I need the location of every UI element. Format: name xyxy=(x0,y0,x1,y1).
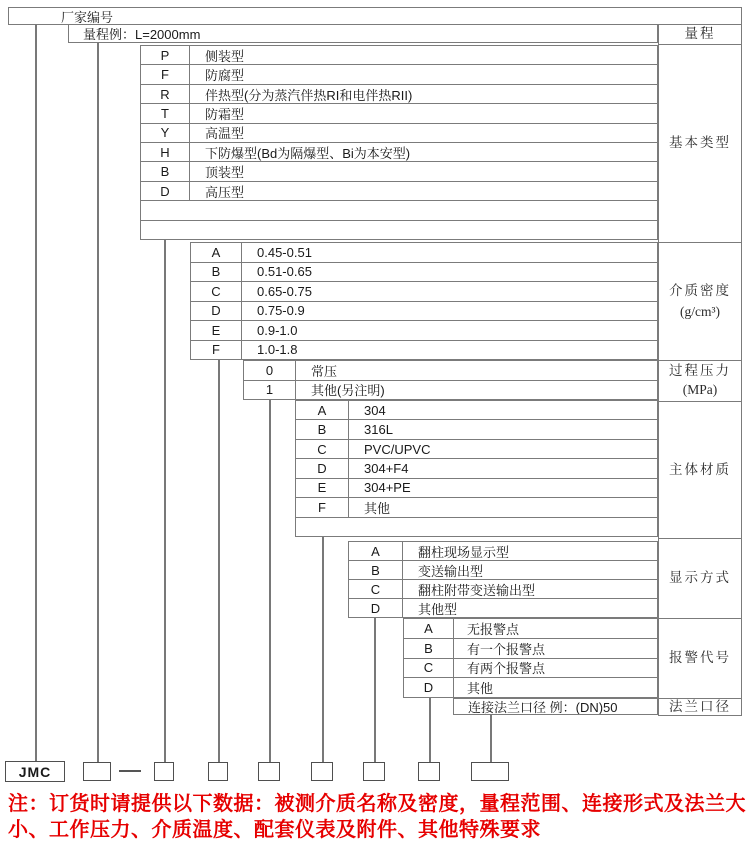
table-row xyxy=(454,699,657,714)
code-cell: C xyxy=(404,659,454,678)
table-row xyxy=(296,497,657,516)
density-table xyxy=(190,242,658,360)
table-row xyxy=(141,161,657,180)
table-row xyxy=(191,262,657,282)
basic-type-table xyxy=(140,45,658,240)
code-cell: R xyxy=(141,85,190,103)
category-flange: 法兰口径 xyxy=(659,698,741,715)
table-row xyxy=(141,84,657,103)
code-cell: B xyxy=(404,639,454,658)
desc-cell: 翻柱附带变送输出型 xyxy=(418,582,536,598)
desc-cell: 其他(另注明) xyxy=(311,383,385,399)
connector-line-basic-type xyxy=(164,240,166,762)
alarm-table xyxy=(403,618,658,698)
table-row xyxy=(244,361,657,380)
code-cell: E xyxy=(296,479,349,497)
table-row xyxy=(296,458,657,477)
pressure-table xyxy=(243,360,658,400)
code-cell: A xyxy=(191,243,242,262)
table-row xyxy=(141,46,657,64)
model-code-box-flange xyxy=(471,762,509,781)
table-row xyxy=(296,419,657,438)
code-cell: A xyxy=(296,401,349,419)
flange-row xyxy=(453,698,658,715)
desc-cell: 高温型 xyxy=(205,126,245,142)
category-density: 介质密度 (g/cm³) xyxy=(659,242,741,360)
connector-line-manufacturer xyxy=(35,24,37,762)
code-cell: T xyxy=(141,104,190,122)
desc-cell: 0.65-0.75 xyxy=(257,283,312,299)
code-cell: B xyxy=(349,561,403,579)
table-row xyxy=(191,301,657,321)
code-cell: P xyxy=(141,46,190,64)
desc-cell: 变送输出型 xyxy=(418,563,484,579)
code-cell: D xyxy=(296,459,349,477)
model-code-box-pressure xyxy=(258,762,280,781)
category-pressure: 过程压力 (MPa) xyxy=(659,360,741,401)
empty-row xyxy=(141,220,657,239)
desc-cell: 防腐型 xyxy=(205,68,245,84)
table-row xyxy=(296,401,657,419)
desc-cell: 常压 xyxy=(311,363,338,379)
table-row xyxy=(191,320,657,340)
connector-line-display-mode xyxy=(374,618,376,762)
desc-cell: 其他型 xyxy=(418,601,458,617)
table-row xyxy=(244,380,657,400)
range-example-row xyxy=(68,24,658,43)
desc-cell: 1.0-1.8 xyxy=(257,342,298,358)
table-row xyxy=(296,478,657,497)
desc-cell: 高压型 xyxy=(205,184,245,200)
desc-cell: 下防爆型(Bd为隔爆型、Bi为本安型) xyxy=(205,145,411,161)
code-cell: F xyxy=(141,65,190,83)
model-code-box-range xyxy=(83,762,111,781)
model-code-box-density xyxy=(208,762,228,781)
desc-cell: 316L xyxy=(364,422,393,438)
desc-cell: PVC/UPVC xyxy=(364,441,431,457)
ordering-note: 注：订货时请提供以下数据：被测介质名称及密度，量程范围、连接形式及法兰大小、工作压力、介质温度、配套仪表及附件、其他特殊要求 xyxy=(8,793,746,842)
code-cell: A xyxy=(349,542,403,560)
model-code-box-display-mode xyxy=(363,762,385,781)
desc-cell: 304+PE xyxy=(364,480,411,496)
table-row xyxy=(141,64,657,83)
category-alarm: 报警代号 xyxy=(659,618,741,698)
desc-cell: 其他 xyxy=(364,500,391,516)
code-cell: 0 xyxy=(244,361,296,380)
table-row xyxy=(404,638,657,658)
manufacturer-number-label: 厂家编号 xyxy=(61,9,114,25)
desc-cell: 0.9-1.0 xyxy=(257,322,298,338)
desc-cell: 其他 xyxy=(467,681,494,697)
desc-cell: 翻柱现场显示型 xyxy=(418,544,510,560)
desc-cell: 防霜型 xyxy=(205,106,245,122)
connector-line-flange xyxy=(490,714,492,762)
code-cell: B xyxy=(191,263,242,282)
table-row xyxy=(404,677,657,697)
model-code-box-material xyxy=(311,762,333,781)
category-display-mode: 显示方式 xyxy=(659,538,741,618)
code-cell: D xyxy=(191,302,242,321)
table-row xyxy=(349,542,657,560)
code-cell: F xyxy=(296,498,349,516)
category-material: 主体材质 xyxy=(659,401,741,538)
empty-row xyxy=(296,517,657,536)
connector-line-material xyxy=(322,537,324,762)
table-row xyxy=(141,181,657,200)
table-row xyxy=(349,598,657,617)
code-cell: D xyxy=(404,678,454,697)
table-row xyxy=(404,658,657,678)
code-cell: D xyxy=(141,182,190,200)
code-cell: B xyxy=(141,162,190,180)
desc-cell: 有一个报警点 xyxy=(467,641,546,657)
table-row xyxy=(191,340,657,360)
model-code-box-alarm xyxy=(418,762,440,781)
code-cell: C xyxy=(349,580,403,598)
desc-cell: 侧装型 xyxy=(205,48,245,64)
code-cell: D xyxy=(349,599,403,617)
display-mode-table xyxy=(348,541,658,618)
code-cell: 1 xyxy=(244,381,296,400)
table-row xyxy=(404,619,657,638)
range-example-label: 量程例：L=2000mm xyxy=(83,27,201,42)
category-basic-type: 基本类型 xyxy=(659,44,741,242)
desc-cell: 304 xyxy=(364,402,386,418)
code-cell: C xyxy=(191,282,242,301)
table-row xyxy=(141,103,657,122)
connector-line-alarm xyxy=(429,698,431,762)
code-cell: A xyxy=(404,619,454,638)
table-row xyxy=(191,281,657,301)
table-row xyxy=(349,560,657,579)
desc-cell: 连接法兰口径 例：(DN)50 xyxy=(468,700,618,714)
code-cell: F xyxy=(191,341,242,360)
table-row xyxy=(296,439,657,458)
code-cell: Y xyxy=(141,124,190,142)
desc-cell: 有两个报警点 xyxy=(467,661,546,677)
model-code-box-basic-type xyxy=(154,762,174,781)
category-range: 量程 xyxy=(684,26,716,42)
manufacturer-number-row xyxy=(8,7,742,25)
connector-line-range xyxy=(97,43,99,762)
desc-cell: 0.45-0.51 xyxy=(257,244,312,260)
category-column xyxy=(658,24,742,716)
table-row xyxy=(191,243,657,262)
table-row xyxy=(349,579,657,598)
model-prefix-box xyxy=(5,761,65,782)
desc-cell: 顶装型 xyxy=(205,165,245,181)
desc-cell: 伴热型(分为蒸汽伴热RI和电伴热RII) xyxy=(205,87,413,103)
table-row xyxy=(141,142,657,161)
code-cell: C xyxy=(296,440,349,458)
table-row xyxy=(141,123,657,142)
code-cell: E xyxy=(191,321,242,340)
model-prefix-label: JMC xyxy=(18,763,52,780)
desc-cell: 无报警点 xyxy=(467,621,520,637)
model-code-dash xyxy=(119,770,141,772)
code-cell: H xyxy=(141,143,190,161)
connector-line-pressure xyxy=(269,400,271,762)
desc-cell: 0.51-0.65 xyxy=(257,264,312,280)
desc-cell: 304+F4 xyxy=(364,460,409,476)
empty-row xyxy=(141,200,657,219)
code-cell: B xyxy=(296,420,349,438)
desc-cell: 0.75-0.9 xyxy=(257,303,305,319)
connector-line-density xyxy=(218,360,220,762)
material-table xyxy=(295,400,658,537)
